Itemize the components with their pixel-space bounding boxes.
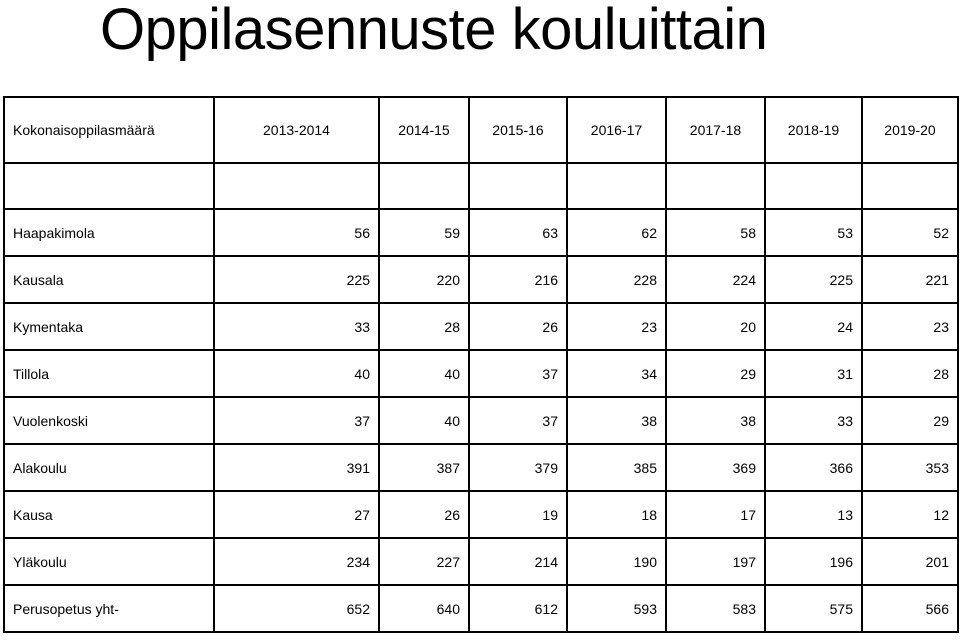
year-header-cell: 2019-20: [862, 97, 958, 163]
student-count-cell: 228: [567, 256, 666, 303]
student-count-cell: 224: [666, 256, 765, 303]
student-count-cell: 27: [214, 491, 379, 538]
header-label-cell: Kokonaisoppilasmäärä: [4, 97, 214, 163]
student-count-cell: 13: [765, 491, 862, 538]
empty-cell: [862, 163, 958, 209]
table-row: [4, 256, 958, 303]
student-count-cell: 33: [765, 397, 862, 444]
student-count-cell: 40: [214, 350, 379, 397]
page-title: Oppilasennuste kouluittain: [100, 0, 768, 62]
table-row: [4, 303, 958, 350]
student-forecast-table: [3, 96, 959, 633]
student-count-cell: 38: [567, 397, 666, 444]
school-name-cell: Vuolenkoski: [4, 397, 214, 444]
student-count-cell: 62: [567, 209, 666, 256]
table-row: [4, 585, 958, 632]
student-count-cell: 225: [214, 256, 379, 303]
student-count-cell: 387: [379, 444, 469, 491]
student-count-cell: 19: [469, 491, 567, 538]
student-count-cell: 59: [379, 209, 469, 256]
student-count-cell: 52: [862, 209, 958, 256]
student-count-cell: 34: [567, 350, 666, 397]
student-count-cell: 369: [666, 444, 765, 491]
year-header-cell: 2014-15: [379, 97, 469, 163]
student-count-cell: 53: [765, 209, 862, 256]
school-name-cell: Yläkoulu: [4, 538, 214, 585]
student-count-cell: 196: [765, 538, 862, 585]
student-count-cell: 40: [379, 350, 469, 397]
school-name-cell: Tillola: [4, 350, 214, 397]
table-row: [4, 209, 958, 256]
student-count-cell: 12: [862, 491, 958, 538]
student-count-cell: 28: [379, 303, 469, 350]
student-count-cell: 583: [666, 585, 765, 632]
table-row: [4, 444, 958, 491]
student-count-cell: 26: [469, 303, 567, 350]
table-header-row: [4, 97, 958, 163]
student-count-cell: 58: [666, 209, 765, 256]
school-name-cell: Perusopetus yht-: [4, 585, 214, 632]
empty-cell: [765, 163, 862, 209]
year-header-cell: 2017-18: [666, 97, 765, 163]
student-count-cell: 33: [214, 303, 379, 350]
student-count-cell: 31: [765, 350, 862, 397]
school-name-cell: Kymentaka: [4, 303, 214, 350]
empty-cell: [666, 163, 765, 209]
student-count-cell: 26: [379, 491, 469, 538]
empty-cell: [567, 163, 666, 209]
student-count-cell: 63: [469, 209, 567, 256]
student-count-cell: 29: [862, 397, 958, 444]
student-count-cell: 17: [666, 491, 765, 538]
empty-cell: [214, 163, 379, 209]
student-count-cell: 190: [567, 538, 666, 585]
student-count-cell: 28: [862, 350, 958, 397]
student-count-cell: 366: [765, 444, 862, 491]
empty-cell: [469, 163, 567, 209]
student-count-cell: 225: [765, 256, 862, 303]
student-count-cell: 391: [214, 444, 379, 491]
table-spacer-row: [4, 163, 958, 209]
student-count-cell: 37: [214, 397, 379, 444]
year-header-cell: 2013-2014: [214, 97, 379, 163]
student-count-cell: 197: [666, 538, 765, 585]
student-count-cell: 379: [469, 444, 567, 491]
student-count-cell: 56: [214, 209, 379, 256]
table-row: [4, 350, 958, 397]
student-count-cell: 353: [862, 444, 958, 491]
school-name-cell: Alakoulu: [4, 444, 214, 491]
table-row: [4, 397, 958, 444]
student-count-cell: 37: [469, 350, 567, 397]
school-name-cell: Kausala: [4, 256, 214, 303]
empty-cell: [379, 163, 469, 209]
empty-cell: [4, 163, 214, 209]
student-count-cell: 612: [469, 585, 567, 632]
student-count-cell: 640: [379, 585, 469, 632]
student-count-cell: 216: [469, 256, 567, 303]
student-count-cell: 593: [567, 585, 666, 632]
table-row: [4, 491, 958, 538]
student-count-cell: 385: [567, 444, 666, 491]
student-count-cell: 221: [862, 256, 958, 303]
year-header-cell: 2016-17: [567, 97, 666, 163]
school-name-cell: Haapakimola: [4, 209, 214, 256]
student-count-cell: 652: [214, 585, 379, 632]
student-count-cell: 18: [567, 491, 666, 538]
student-count-cell: 38: [666, 397, 765, 444]
student-count-cell: 234: [214, 538, 379, 585]
student-count-cell: 23: [862, 303, 958, 350]
year-header-cell: 2015-16: [469, 97, 567, 163]
student-count-cell: 20: [666, 303, 765, 350]
table-row: [4, 538, 958, 585]
student-count-cell: 575: [765, 585, 862, 632]
student-count-cell: 214: [469, 538, 567, 585]
student-count-cell: 220: [379, 256, 469, 303]
year-header-cell: 2018-19: [765, 97, 862, 163]
student-count-cell: 566: [862, 585, 958, 632]
student-count-cell: 23: [567, 303, 666, 350]
student-count-cell: 24: [765, 303, 862, 350]
student-count-cell: 201: [862, 538, 958, 585]
student-count-cell: 29: [666, 350, 765, 397]
student-count-cell: 227: [379, 538, 469, 585]
student-count-cell: 37: [469, 397, 567, 444]
school-name-cell: Kausa: [4, 491, 214, 538]
student-count-cell: 40: [379, 397, 469, 444]
